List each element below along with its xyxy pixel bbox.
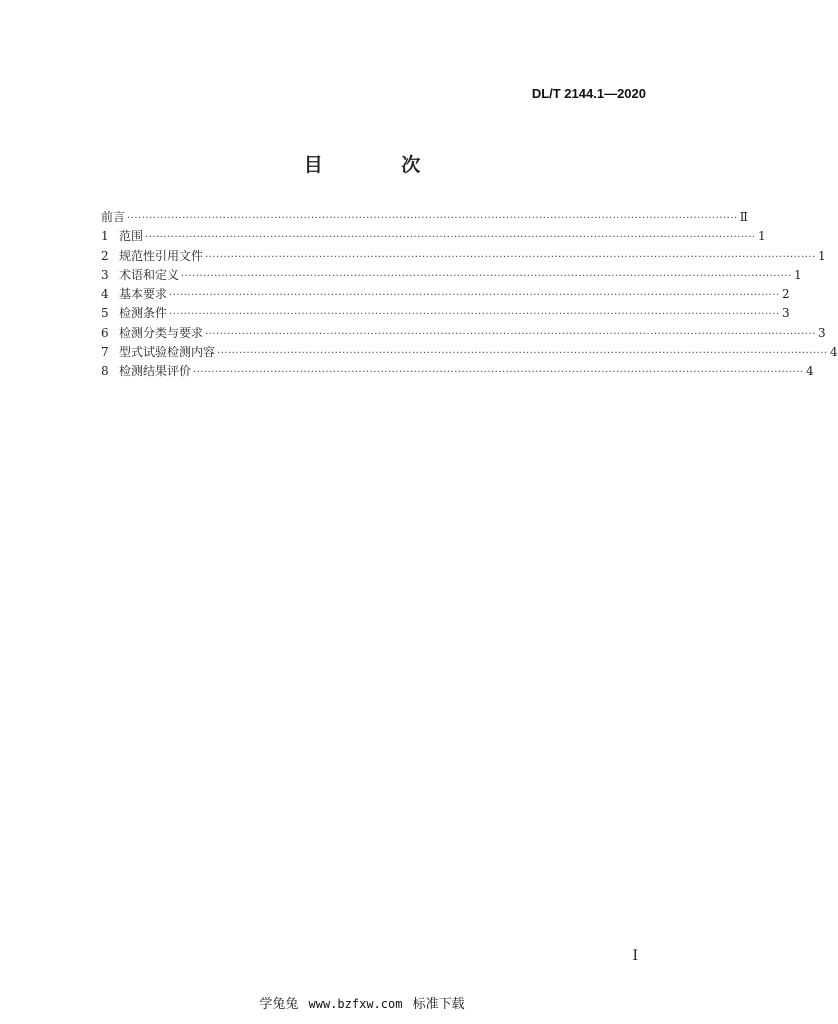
toc-number: 6 [101,325,109,340]
toc-entry-7[interactable] [101,343,838,362]
toc-page: 1 [818,248,826,263]
toc-page: 1 [758,229,766,244]
toc-leader: ······································································································································································ [193,367,804,379]
table-of-contents [101,208,838,382]
toc-number: 8 [101,364,109,379]
toc-entry-4[interactable] [101,285,790,304]
toc-entry-3[interactable] [101,266,802,285]
toc-label: 检测结果评价 [119,364,192,379]
standard-code: DL/T 2144.1—2020 [531,86,646,101]
toc-leader: ······································································································································································ [127,213,738,224]
footer-tagline: 标准下载 [412,997,465,1012]
toc-entry-5[interactable] [101,304,790,323]
page-title: 目 次 [303,154,457,176]
toc-label: 前言 [101,210,126,224]
toc-number: 4 [101,287,109,302]
footer-url-link[interactable]: www.bzfxw.com [308,997,403,1011]
toc-leader: ······································································································································································ [145,232,756,244]
toc-page: Ⅱ [739,210,748,224]
toc-label: 检测分类与要求 [119,325,204,340]
footer-site-name: 学兔兔 [259,997,299,1012]
toc-label: 规范性引用文件 [119,248,204,263]
toc-entry-6[interactable] [101,324,826,343]
toc-entry-foreword[interactable] [101,208,748,227]
toc-page: 3 [782,306,790,321]
page-number: I [632,948,638,964]
toc-page: 4 [830,345,838,360]
toc-leader: ······································································································································································ [169,309,780,321]
toc-page: 3 [818,325,826,340]
toc-number: 3 [101,267,109,282]
toc-number: 1 [101,229,109,244]
toc-entry-2[interactable] [101,247,826,266]
footer-watermark [0,993,724,1012]
toc-page: 4 [806,364,814,379]
toc-label: 术语和定义 [119,267,180,282]
toc-label: 检测条件 [119,306,168,321]
toc-page: 1 [794,267,802,282]
toc-leader: ······································································································································································ [205,251,816,263]
toc-leader: ······································································································································································ [181,270,792,282]
toc-number: 2 [101,248,109,263]
toc-leader: ······································································································································································ [217,348,828,360]
toc-label: 范围 [119,229,144,244]
toc-page: 2 [782,287,790,302]
toc-label: 基本要求 [119,287,168,302]
toc-leader: ······································································································································································ [205,328,816,340]
toc-label: 型式试验检测内容 [119,345,216,360]
toc-entry-1[interactable] [101,227,766,246]
toc-entry-8[interactable] [101,362,814,381]
toc-number: 5 [101,306,109,321]
toc-leader: ······································································································································································ [169,290,780,302]
toc-number: 7 [101,345,109,360]
